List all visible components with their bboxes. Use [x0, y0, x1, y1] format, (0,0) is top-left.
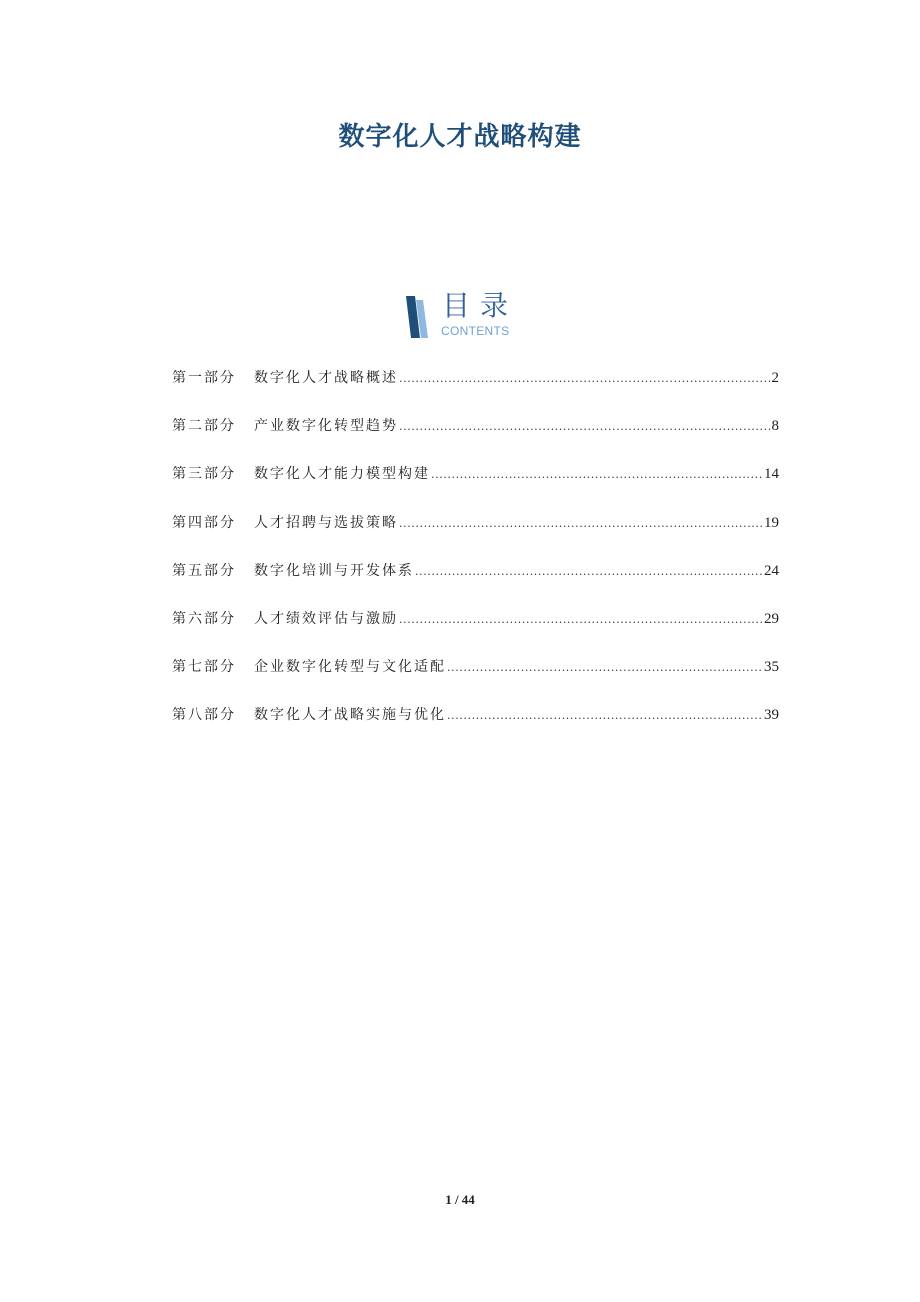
toc-entry-page: 29 — [764, 610, 779, 627]
toc-entry-title: 产业数字化转型趋势 — [254, 418, 398, 435]
toc-entry-title: 数字化培训与开发体系 — [254, 562, 414, 579]
toc-entry-page: 8 — [771, 418, 779, 435]
toc-entry[interactable] — [172, 703, 779, 751]
toc-leader-dots — [447, 658, 763, 678]
toc-entry[interactable] — [172, 607, 779, 655]
toc-leader-dots — [415, 562, 763, 582]
toc-entry[interactable] — [172, 462, 779, 510]
toc-entry[interactable] — [172, 655, 779, 703]
toc-entry[interactable] — [172, 366, 779, 414]
table-of-contents — [172, 366, 779, 752]
toc-entry[interactable] — [172, 414, 779, 462]
toc-leader-dots — [399, 610, 763, 630]
toc-entry-page: 19 — [764, 514, 779, 531]
toc-entry-part: 第三部分 — [172, 466, 236, 483]
toc-entry-title: 数字化人才战略实施与优化 — [254, 707, 446, 724]
toc-entry-page: 2 — [771, 370, 779, 386]
page-indicator: 1 / 44 — [445, 1192, 475, 1207]
toc-entry-part: 第七部分 — [172, 659, 236, 676]
toc-entry-page: 39 — [764, 707, 779, 724]
toc-entry-title: 数字化人才战略概述 — [254, 370, 398, 386]
toc-subheading: CONTENTS — [441, 324, 510, 338]
toc-entry-part: 第五部分 — [172, 562, 236, 579]
toc-entry-title: 数字化人才能力模型构建 — [254, 466, 430, 483]
toc-header — [406, 289, 526, 340]
toc-entry-page: 35 — [764, 659, 779, 676]
toc-entry-part: 第四部分 — [172, 514, 236, 531]
toc-leader-dots — [431, 465, 763, 485]
toc-entry-part: 第八部分 — [172, 707, 236, 724]
toc-entry-part: 第二部分 — [172, 418, 236, 435]
toc-entry-page: 24 — [764, 562, 779, 579]
toc-entry[interactable] — [172, 559, 779, 607]
toc-leader-dots — [399, 417, 771, 437]
toc-entry-title: 企业数字化转型与文化适配 — [254, 659, 446, 676]
contents-logo-icon — [406, 296, 432, 338]
toc-leader-dots — [399, 514, 763, 534]
document-title: 数字化人才战略构建 — [338, 122, 582, 152]
toc-heading: 目录 — [442, 289, 519, 322]
toc-entry-part: 第一部分 — [172, 370, 236, 386]
toc-entry[interactable] — [172, 511, 779, 559]
toc-leader-dots — [447, 706, 763, 726]
toc-entry-part: 第六部分 — [172, 610, 236, 627]
toc-leader-dots — [399, 369, 771, 389]
toc-entry-page: 14 — [764, 466, 779, 483]
toc-entry-title: 人才招聘与选拔策略 — [254, 514, 398, 531]
toc-entry-title: 人才绩效评估与激励 — [254, 610, 398, 627]
